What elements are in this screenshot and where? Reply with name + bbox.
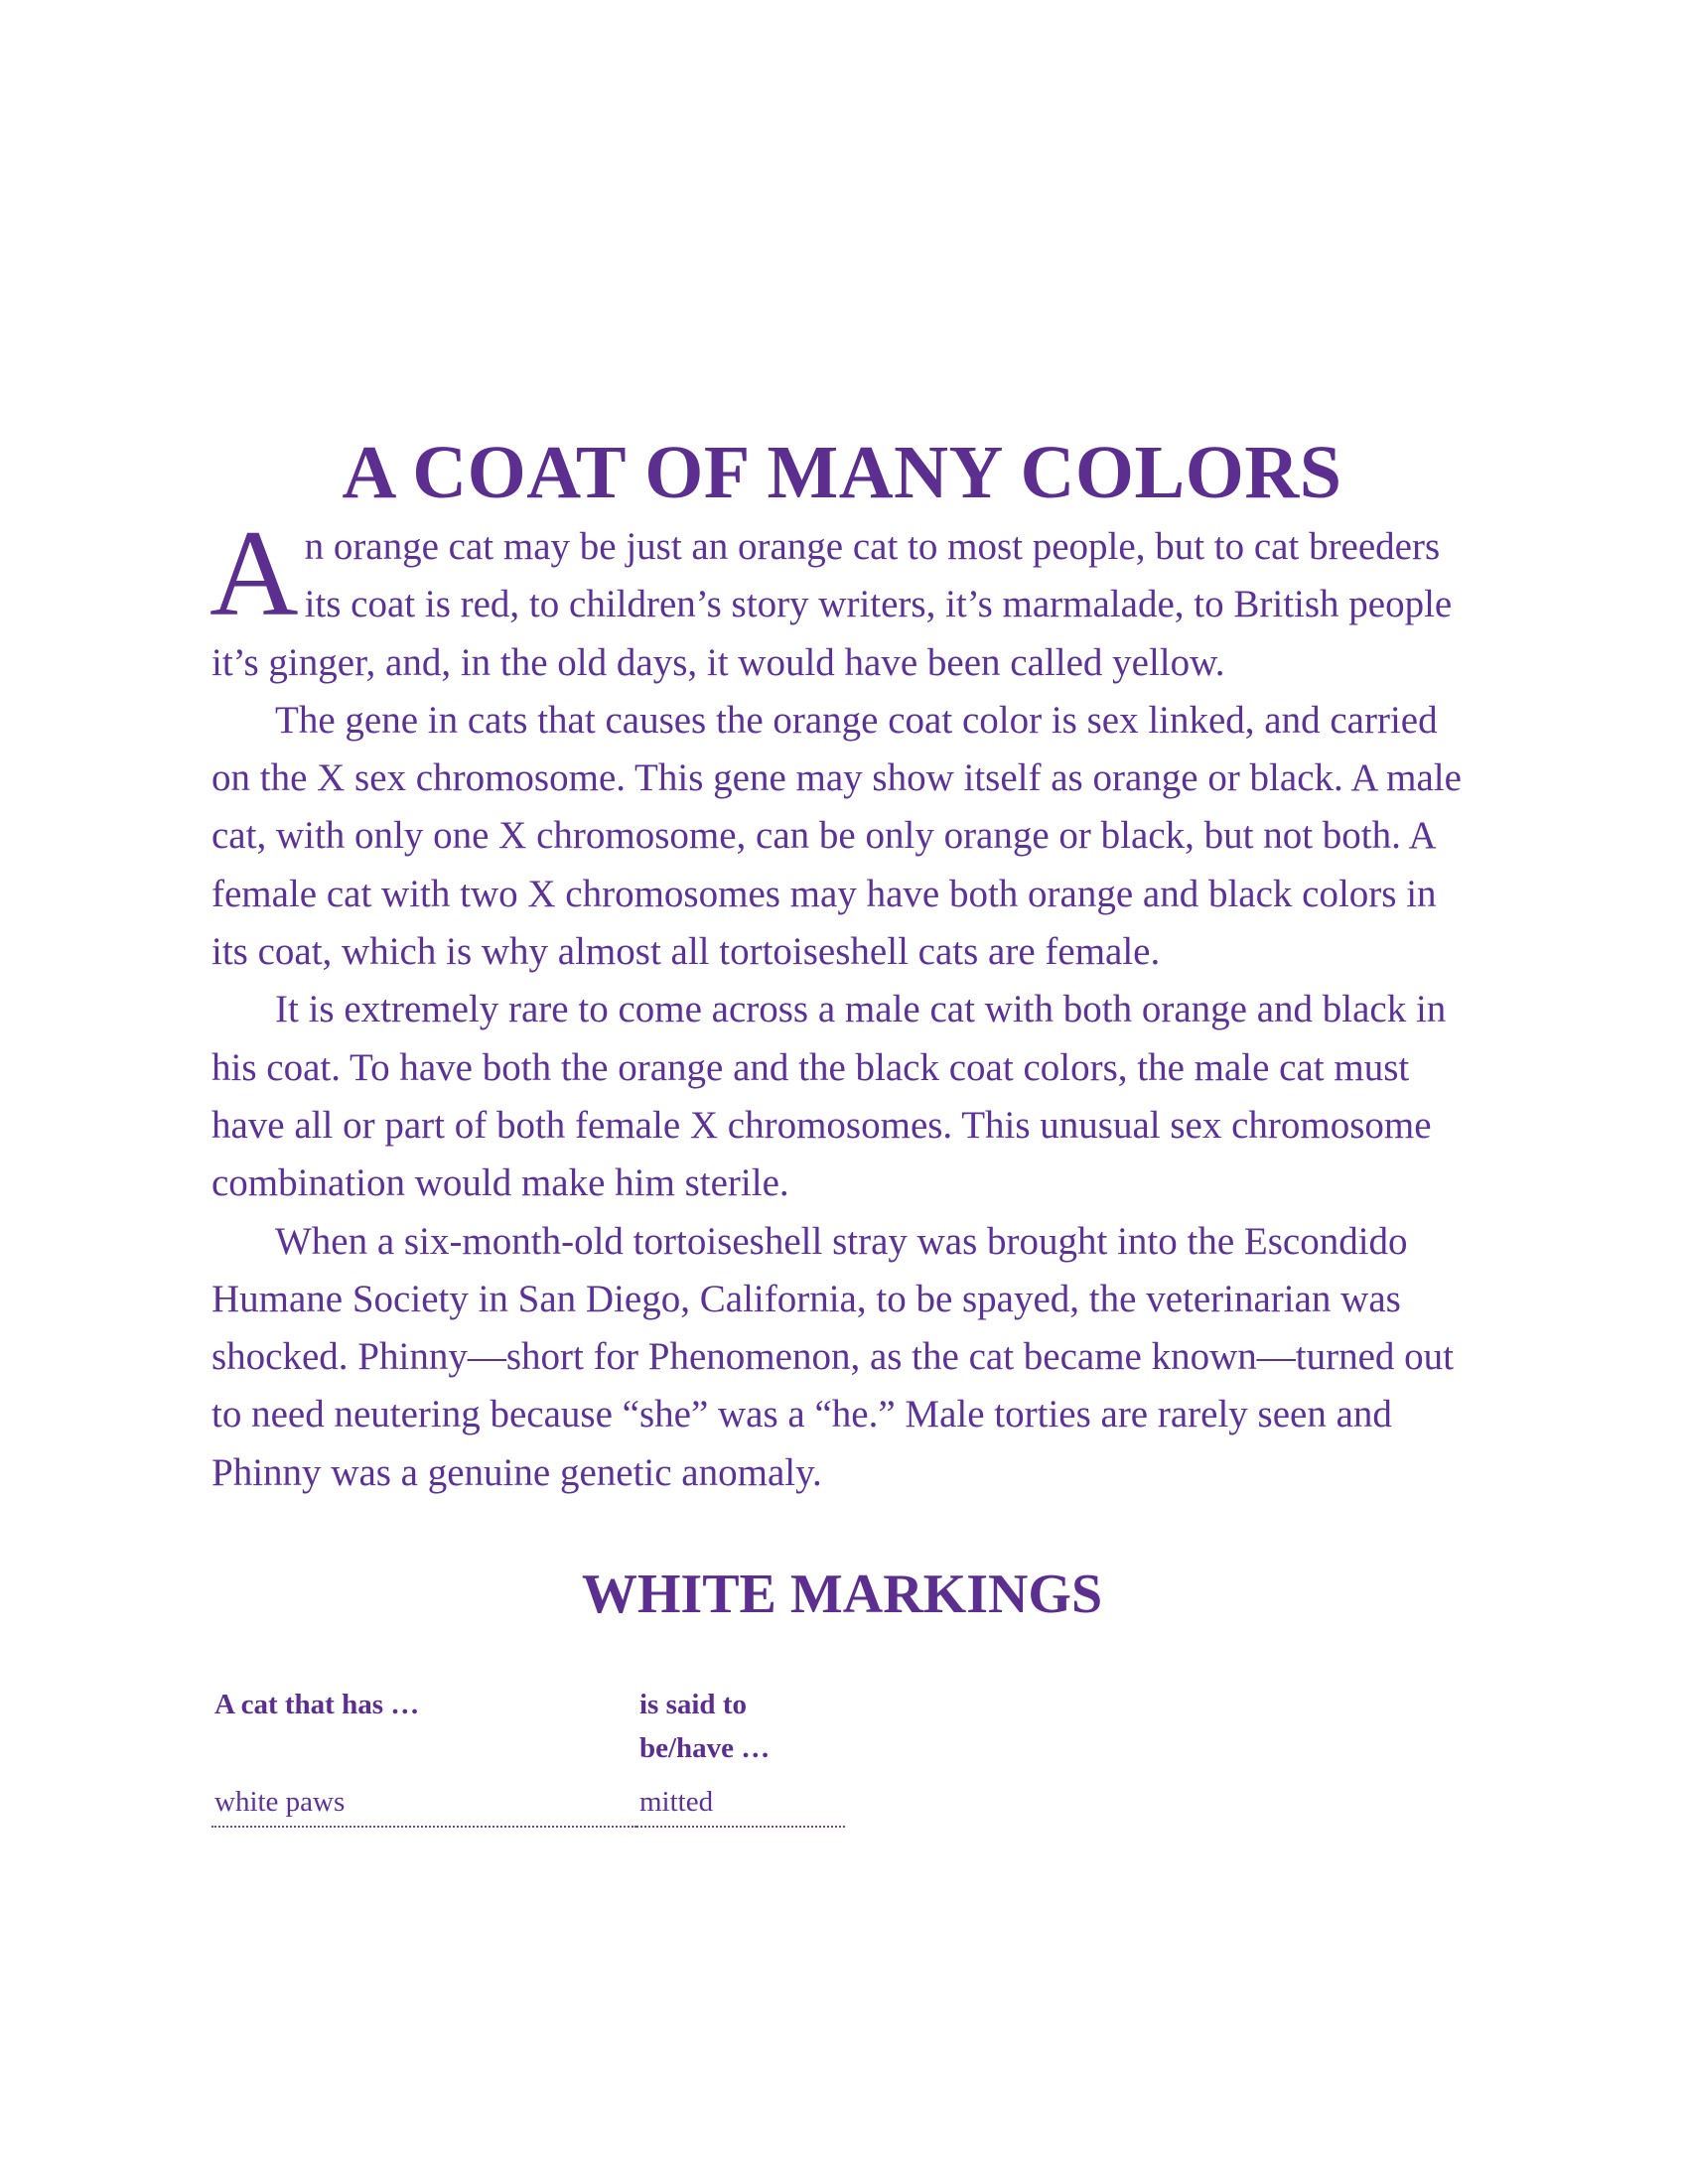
table-cell-marking: white paws bbox=[211, 1780, 636, 1827]
paragraph-2: The gene in cats that causes the orange coat color is sex linked, and carried on the X sex chromosome. This gene may show itself as orange or black. A male cat, with only one X chromosome, can be only orange or black, but not both. A female cat with two X chromosomes may have both orange and black colors in its coat, which is why almost all tortoiseshell cats are female. bbox=[211, 698, 1462, 974]
table-cell-term: mitted bbox=[636, 1780, 845, 1827]
drop-cap: A bbox=[210, 505, 299, 641]
paragraph-1 bbox=[210, 505, 1473, 692]
white-markings-table bbox=[211, 1683, 845, 1828]
article-body bbox=[210, 505, 1473, 1502]
section-heading: WHITE MARKINGS bbox=[581, 1564, 1103, 1626]
paragraph-3: It is extremely rare to come across a male cat with both orange and black in his coat. To have both the orange and the black coat colors, the male cat must have all or part of both female X chromosomes. This unusual sex chromosome combination would make him sterile. bbox=[211, 988, 1447, 1205]
table-header-said-to-be: is said to be/have … bbox=[639, 1689, 771, 1765]
table-header-row bbox=[211, 1683, 845, 1780]
paragraph-1-text: n orange cat may be just an orange cat to most people, but to cat breeders its coat is red, to children’s story writers, it’s marmalade, to British people it’s ginger, and, in the old days, it would have been called yellow. bbox=[211, 525, 1453, 684]
table-header-cat-has: A cat that has … bbox=[214, 1689, 420, 1721]
page-title: A COAT OF MANY COLORS bbox=[342, 431, 1342, 514]
page-content bbox=[211, 427, 1473, 1828]
table-row bbox=[211, 1780, 845, 1827]
paragraph-4: When a six-month-old tortoiseshell stray was brought into the Escondido Humane Society in San Diego, California, to be spayed, the veterinarian was shocked. Phinny—short for Phenomenon, as the cat became known—turned out to need neutering because “she” was a “he.” Male torties are rarely seen and Phinny was a genuine genetic anomaly. bbox=[211, 1219, 1454, 1494]
